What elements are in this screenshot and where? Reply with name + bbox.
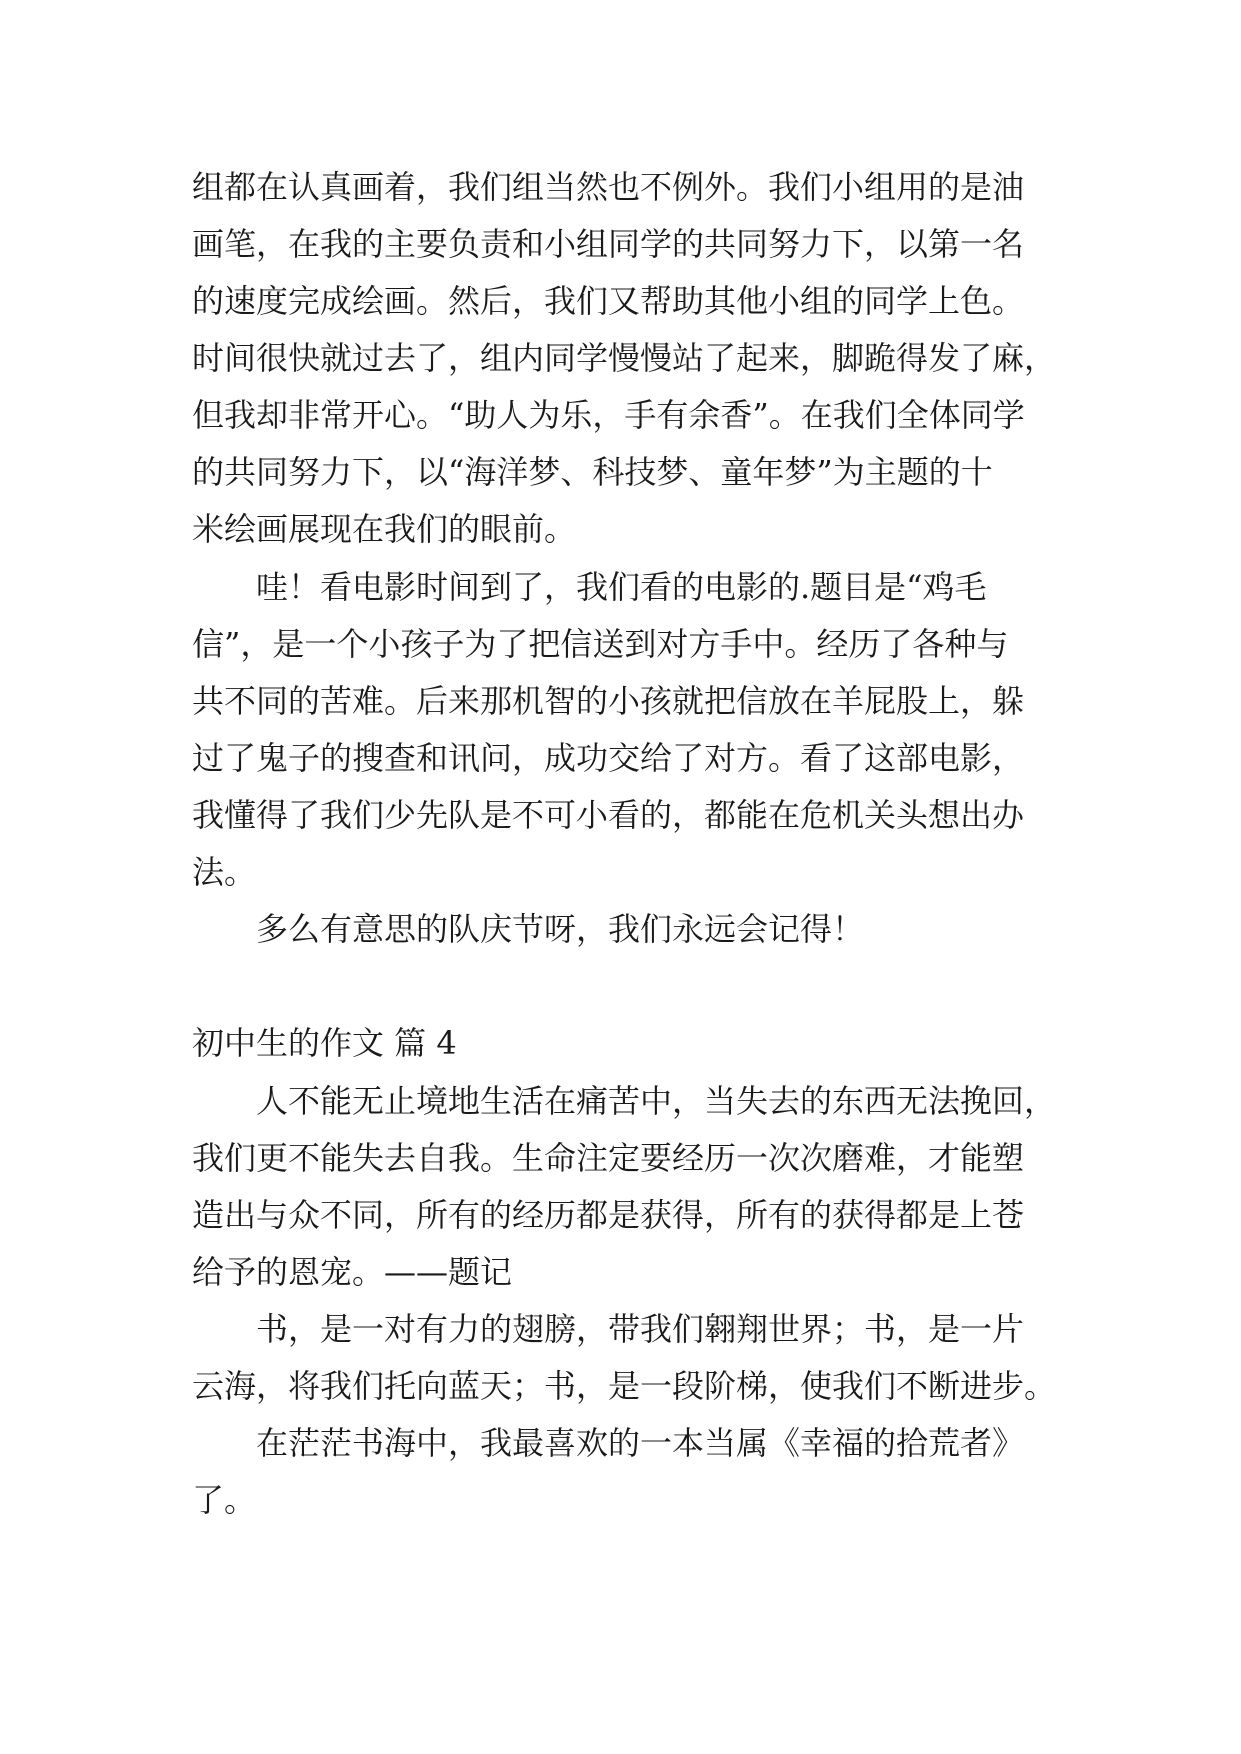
text-line-5: 但我却非常开心。“助人为乐，手有余香”。在我们全体同学 (192, 396, 1025, 434)
text-line-15: 人不能无止境地生活在痛苦中，当失去的东西无法挽回， (256, 1082, 1057, 1120)
text-line-20: 云海，将我们托向蓝天；书，是一段阶梯，使我们不断进步。 (192, 1367, 1057, 1405)
text-line-9: 信”，是一个小孩子为了把信送到对方手中。经历了各种与 (192, 625, 1009, 663)
text-line-19: 书，是一对有力的翅膀，带我们翱翔世界；书，是一片 (256, 1310, 1025, 1348)
text-line-1: 组都在认真画着，我们组当然也不例外。我们小组用的是油 (192, 168, 1025, 206)
text-line-8: 哇！看电影时间到了，我们看的电影的.题目是“鸡毛 (256, 568, 987, 606)
text-line-2: 画笔，在我的主要负责和小组同学的共同努力下，以第一名 (192, 225, 1025, 263)
text-line-6: 的共同努力下，以“海洋梦、科技梦、童年梦”为主题的十 (192, 453, 993, 491)
text-line-18: 给予的恩宠。——题记 (192, 1253, 513, 1291)
text-line-10: 共不同的苦难。后来那机智的小孩就把信放在羊屁股上，躲 (192, 682, 1025, 720)
section-heading: 初中生的作文 篇 4 (192, 1024, 457, 1062)
text-line-16: 我们更不能失去自我。生命注定要经历一次次磨难，才能塑 (192, 1139, 1025, 1177)
text-line-13: 法。 (192, 853, 257, 891)
text-line-14: 多么有意思的队庆节呀，我们永远会记得！ (256, 910, 865, 948)
text-line-21: 在茫茫书海中，我最喜欢的一本当属《幸福的拾荒者》 (256, 1424, 1025, 1462)
text-line-22: 了。 (192, 1481, 257, 1519)
text-line-4: 时间很快就过去了，组内同学慢慢站了起来，脚跪得发了麻， (192, 339, 1057, 377)
text-line-17: 造出与众不同，所有的经历都是获得，所有的获得都是上苍 (192, 1196, 1025, 1234)
text-line-7: 米绘画展现在我们的眼前。 (192, 510, 577, 548)
text-line-12: 我懂得了我们少先队是不可小看的，都能在危机关头想出办 (192, 796, 1025, 834)
text-line-3: 的速度完成绘画。然后，我们又帮助其他小组的同学上色。 (192, 282, 1025, 320)
text-line-11: 过了鬼子的搜查和讯问，成功交给了对方。看了这部电影， (192, 739, 1025, 777)
